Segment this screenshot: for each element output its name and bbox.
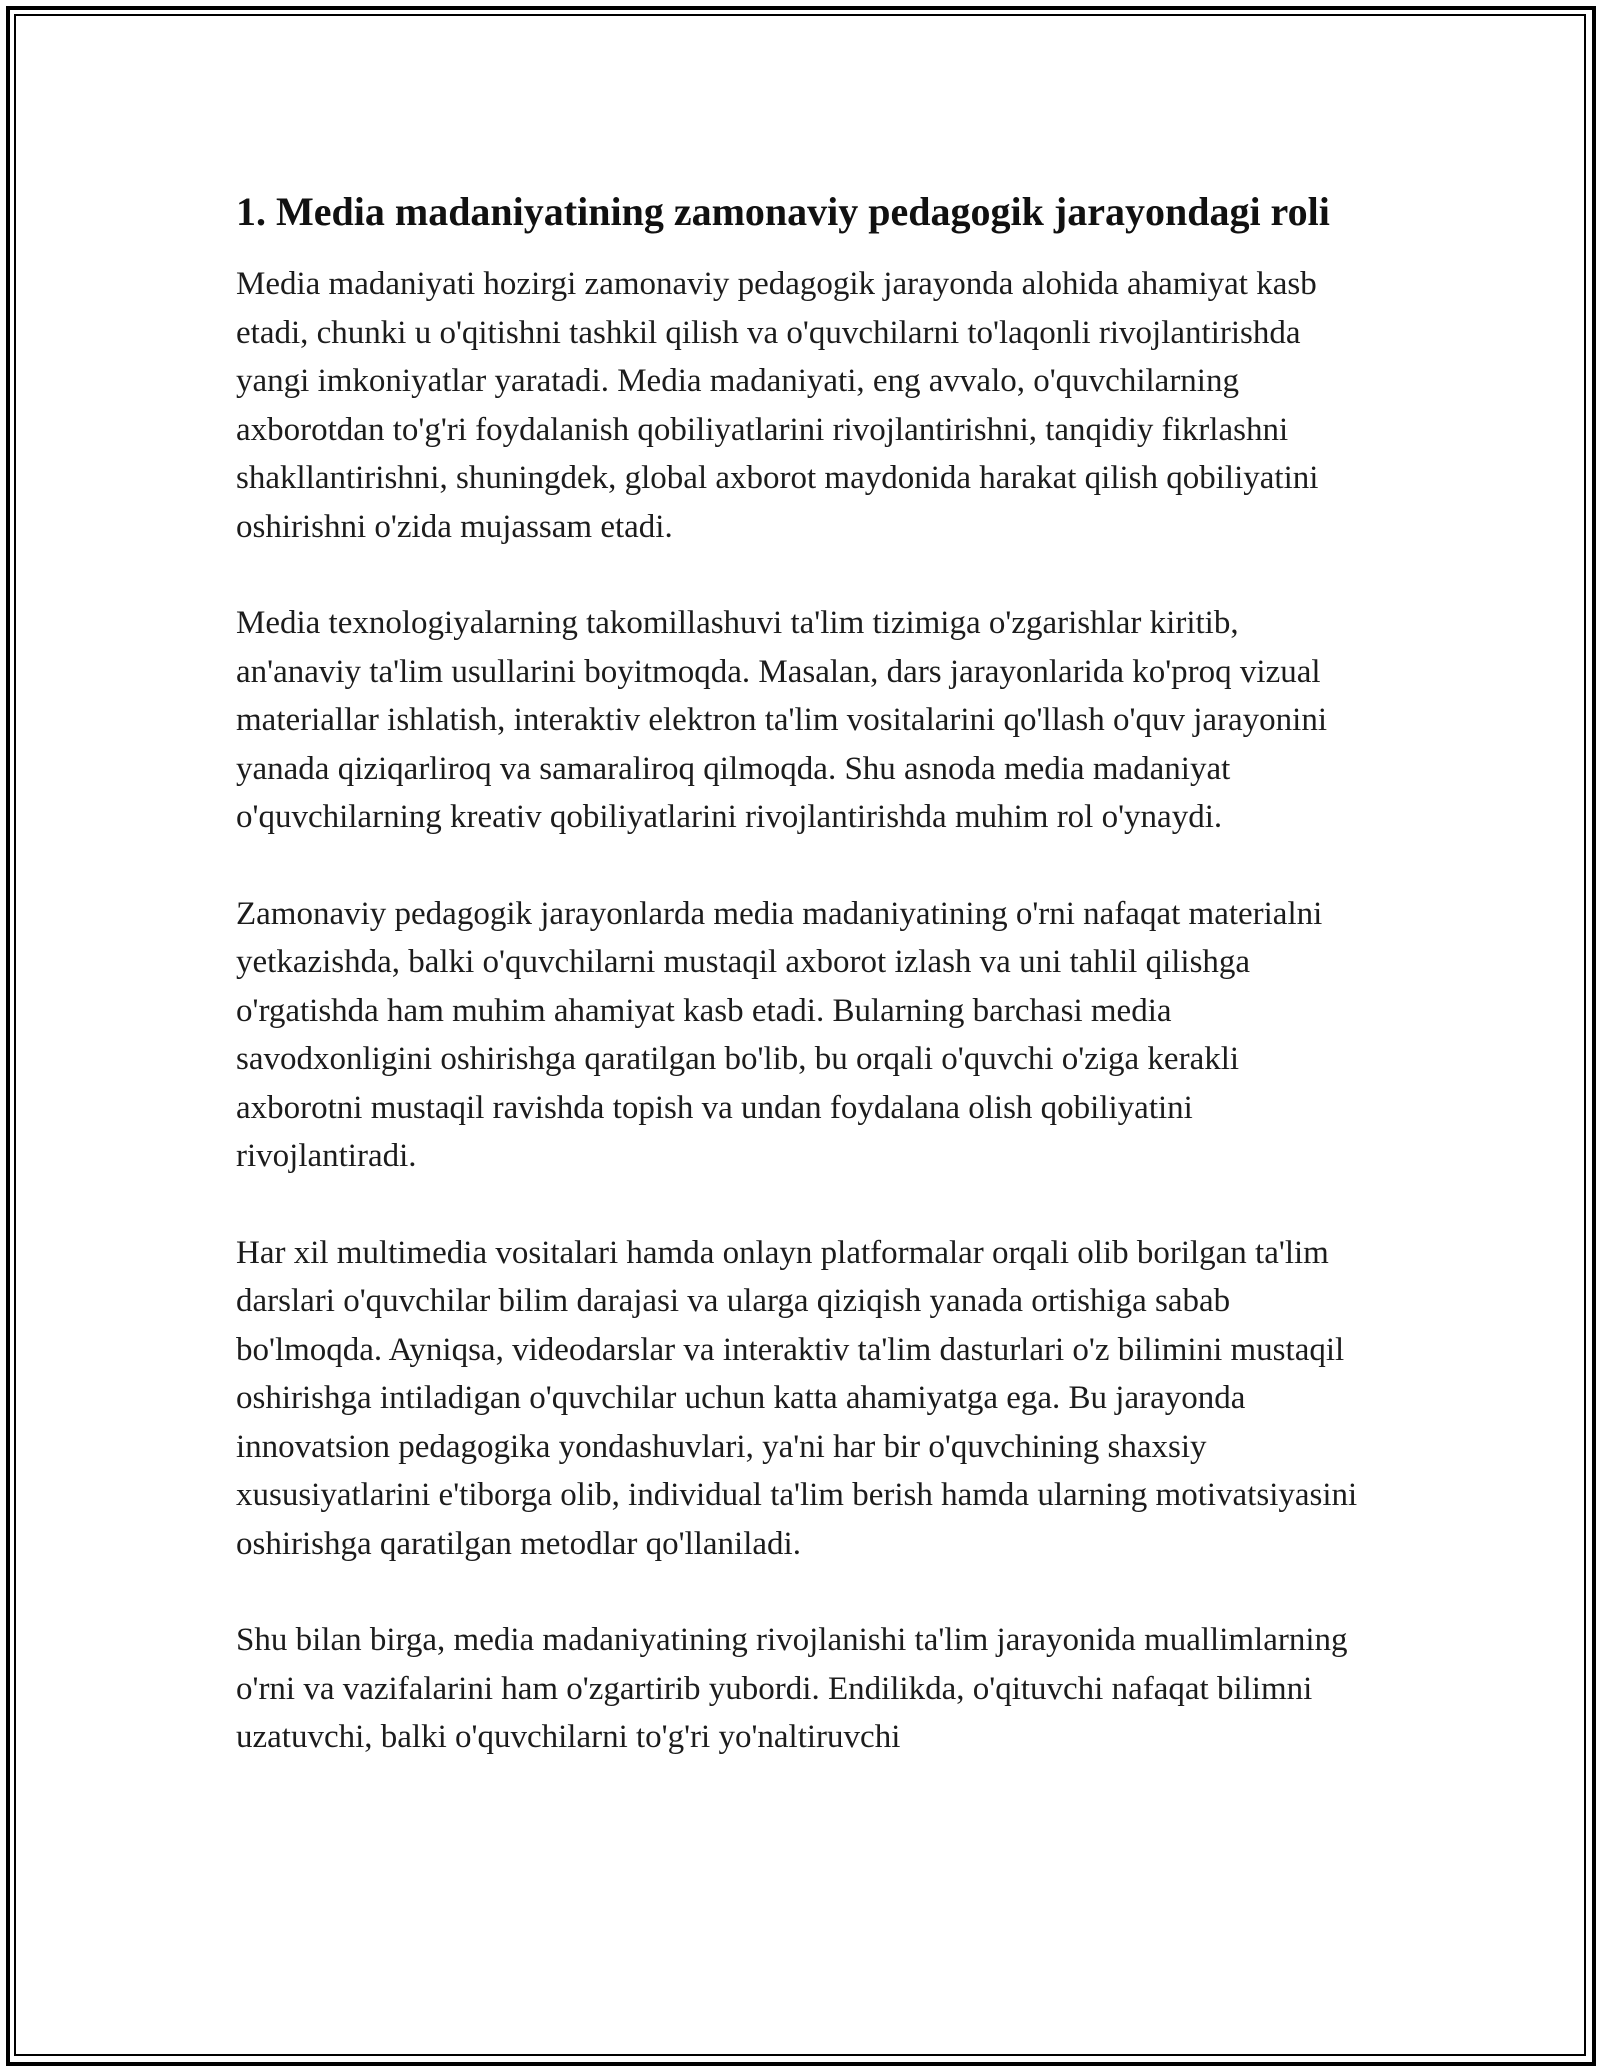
paragraph-1: Media madaniyati hozirgi zamonaviy pedagogik jarayonda alohida ahamiyat kasb etadi, chunki u o'qitishni tashkil qilish va o'quvchilarni to'laqonli rivojlantirishda yangi imkoniyatlar yaratadi. Media madaniyati, eng avvalo, o'quvchilarning axborotdan to'g'ri foydalanish qobiliyatlarini rivojlantirishni, tanqidiy fikrlashni shakllantirishni, shuningdek, global axborot maydonida harakat qilish qobiliyatini oshirishni o'zida mujassam etadi. bbox=[236, 266, 1319, 545]
paragraph-4: Har xil multimedia vositalari hamda onlayn platformalar orqali olib borilgan ta'lim darslari o'quvchilar bilim darajasi va ularga qiziqish yanada ortishiga sabab bo'lmoqda. Ayniqsa, videodarslar va interaktiv ta'lim dasturlari o'z bilimini mustaqil oshirishga intiladigan o'quvchilar uchun katta ahamiyatga ega. Bu jarayonda innovatsion pedagogika yondashuvlari, ya'ni har bir o'quvchining shaxsiy xususiyatlarini e'tiborga olib, individual ta'lim berish hamda ularning motivatsiyasini oshirishga qaratilgan metodlar qo'llaniladi. bbox=[236, 1234, 1358, 1562]
section-heading: 1. Media madaniyatining zamonaviy pedagogik jarayondagi roli bbox=[236, 189, 1330, 234]
paragraph-3: Zamonaviy pedagogik jarayonlarda media madaniyatining o'rni nafaqat materialni yetkazishda, balki o'quvchilarni mustaqil axborot izlash va uni tahlil qilishga o'rgatishda ham muhim ahamiyat kasb etadi. Bularning barchasi media savodxonligini oshirishga qaratilgan bo'lib, bu orqali o'quvchi o'ziga kerakli axborotni mustaqil ravishda topish va undan foydalana olish qobiliyatini rivojlantiradi. bbox=[236, 895, 1323, 1174]
paragraph-2: Media texnologiyalarning takomillashuvi ta'lim tizimiga o'zgarishlar kiritib, an'anaviy ta'lim usullarini boyitmoqda. Masalan, dars jarayonlarida ko'proq vizual materiallar ishlatish, interaktiv elektron ta'lim vositalarini qo'llash o'quv jarayonini yanada qiziqarliroq va samaraliroq qilmoqda. Shu asnoda media madaniyat o'quvchilarning kreativ qobiliyatlarini rivojlantirishda muhim rol o'ynaydi. bbox=[236, 605, 1327, 835]
document-page bbox=[236, 184, 1366, 1810]
paragraph-5: Shu bilan birga, media madaniyatining rivojlanishi ta'lim jarayonida muallimlarning o'rni va vazifalarini ham o'zgartirib yubordi. Endilikda, o'qituvchi nafaqat bilimni uzatuvchi, balki o'quvchilarni to'g'ri yo'naltiruvchi bbox=[236, 1622, 1348, 1755]
